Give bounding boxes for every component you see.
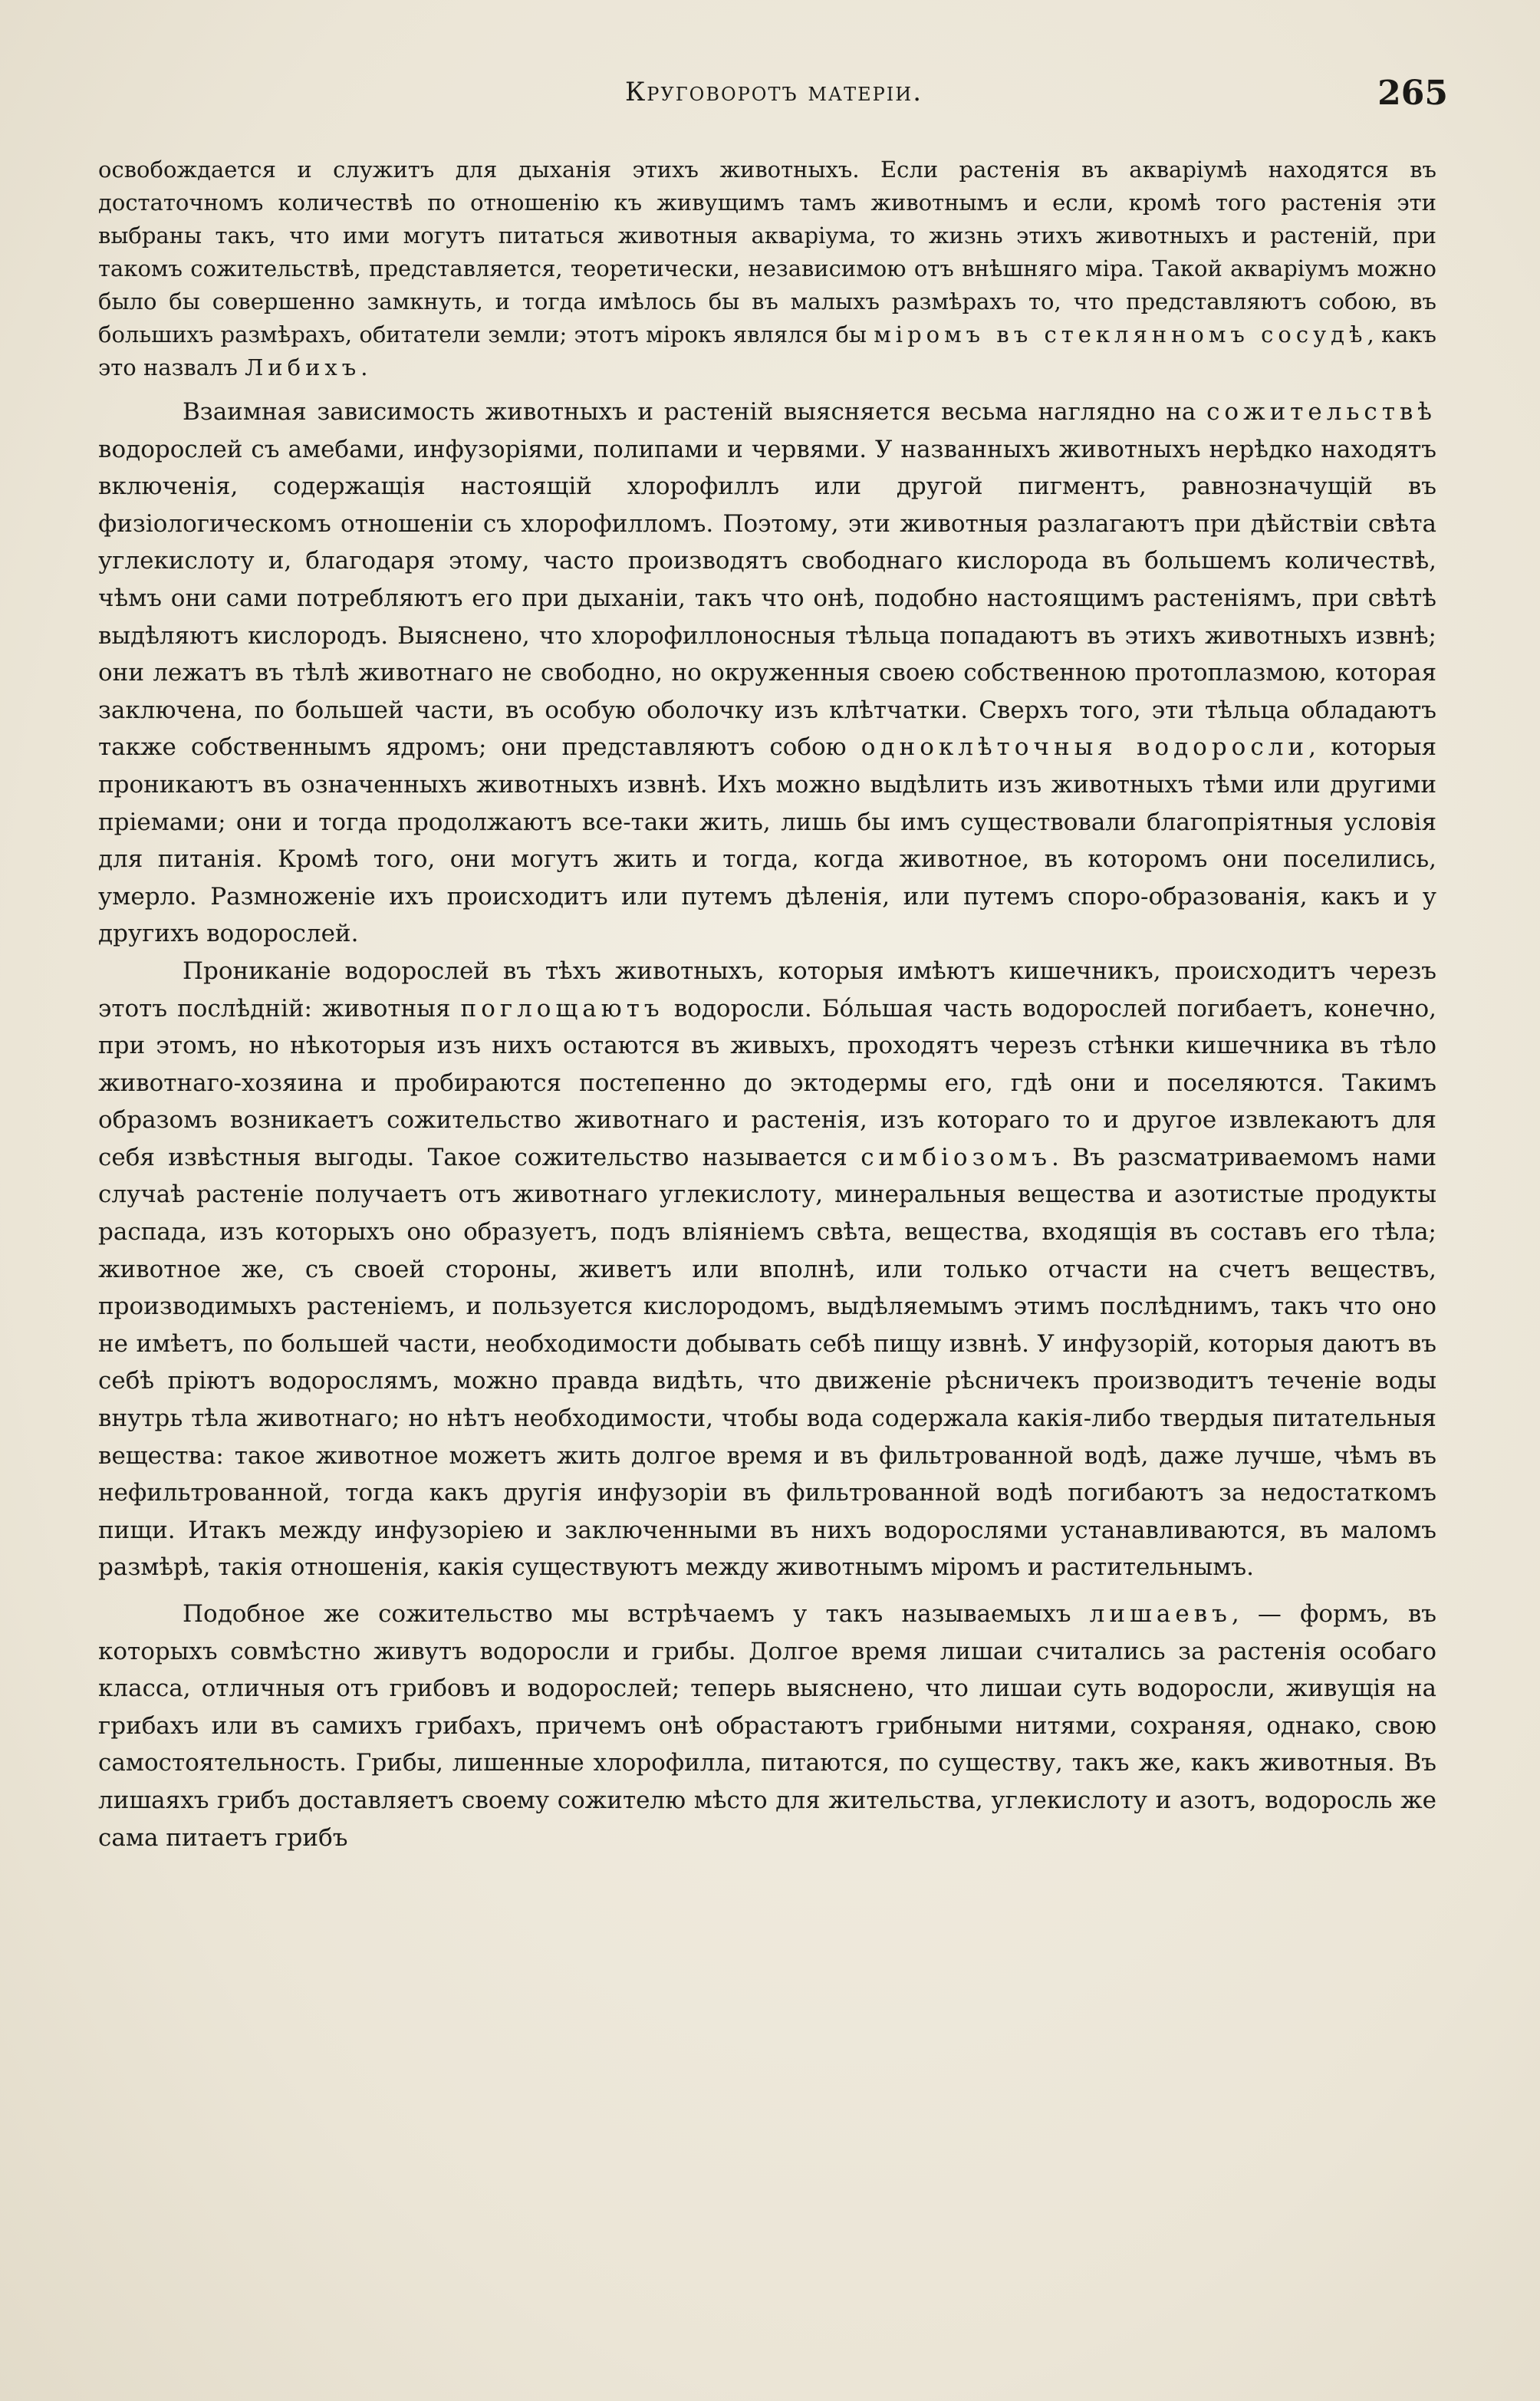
spaced-emphasis: симбіозомъ <box>860 1143 1051 1171</box>
text-run: Прониканіе водорослей въ тѣхъ животныхъ, которыя имѣютъ кишечникъ, происходитъ черезъ этотъ послѣдній: животныя <box>98 957 1436 1023</box>
text-run: водорослей съ амебами, инфузоріями, полипами и червями. У названныхъ животныхъ нерѣдко находятъ включенія, содержащія настоящій хлорофиллъ или другой пигментъ, равнозначущій въ физіологическомъ отношеніи съ хлорофилломъ. Поэтому, эти животныя разлагаютъ при дѣйствіи свѣта углекислоту и, благодаря этому, часто производятъ свободнаго кислорода въ большемъ количествѣ, чѣмъ они сами потребляютъ его при дыханіи, такъ что онѣ, подобно настоящимъ растеніямъ, при свѣтѣ выдѣляютъ кислородъ. Выяснено, что хлорофиллоносныя тѣльца попадаютъ въ этихъ животныхъ извнѣ; они лежатъ въ тѣлѣ животнаго не свободно, но окруженныя своею собственною протоплазмою, которая заключена, по большей части, въ особую оболочку изъ клѣтчатки. Сверхъ того, эти тѣльца обладаютъ также собственнымъ ядромъ; они представляютъ собою <box>98 435 1436 762</box>
running-title: Круговоротъ матеріи. <box>624 77 923 107</box>
text-run: Взаимная зависимость животныхъ и растеній выясняется весьма наглядно на <box>183 398 1207 426</box>
spaced-emphasis: сожительствѣ <box>1206 398 1436 426</box>
text-run: . Въ разсматриваемомъ нами случаѣ растеніе получаетъ отъ животнаго углекислоту, минеральныя вещества и азотистые продукты распада, изъ которыхъ оно образуетъ, подъ вліяніемъ свѣта, вещества, входящія въ составъ его тѣла; животное же, съ своей стороны, живетъ или вполнѣ, или только отчасти на счетъ веществъ, производимыхъ растеніемъ, и пользуется кислородомъ, выдѣляемымъ этимъ послѣднимъ, такъ что оно не имѣетъ, по большей части, необходимости добывать себѣ пищу извнѣ. У инфузорій, которыя даютъ въ себѣ пріютъ водорослямъ, можно правда видѣть, что движеніе рѣсничекъ производитъ теченіе воды внутрь тѣла животнаго; но нѣтъ необходимости, чтобы вода содержала какія-либо твердыя питательныя вещества: такое животное можетъ жить долгое время и въ фильтрованной водѣ, даже лучше, чѣмъ въ нефильтрованной, тогда какъ другія инфузоріи въ фильтрованной водѣ погибаютъ за недостаткомъ пищи. Итакъ между инфузоріею и заключенными въ нихъ водорослями устанавливаются, въ маломъ размѣрѣ, такія отношенія, какія существуютъ между животнымъ міромъ и растительнымъ. <box>98 1143 1436 1582</box>
text-body <box>98 153 1436 1856</box>
text-run: , — формъ, въ которыхъ совмѣстно живутъ водоросли и грибы. Долгое время лишаи считались за растенія особаго класса, отличныя отъ грибовъ и водорослей; теперь выяснено, что лишаи суть водоросли, живущія на грибахъ или въ самихъ грибахъ, причемъ онѣ обрастаютъ грибными нитями, сохраняя, однако, свою самостоятельность. Грибы, лишенные хлорофилла, питаются, по существу, такъ же, какъ животныя. Въ лишаяхъ грибъ доставляетъ своему сожителю мѣсто для жительства, углекислоту и азотъ, водоросль же сама питаетъ грибъ <box>98 1600 1436 1852</box>
text-run: Подобное же сожительство мы встрѣчаемъ у такъ называемыхъ <box>183 1600 1090 1628</box>
text-run: , какъ это назвалъ <box>98 321 1437 380</box>
spaced-emphasis: поглощаютъ <box>460 994 664 1023</box>
paragraph-2 <box>98 394 1436 953</box>
paragraph-1 <box>98 153 1436 384</box>
spaced-emphasis: Либихъ <box>245 354 361 380</box>
text-run: . <box>360 354 368 380</box>
spaced-emphasis: міромъ въ стеклянномъ сосудѣ <box>874 321 1367 347</box>
paragraph-4 <box>98 1596 1436 1856</box>
text-run: водоросли. Бо́льшая часть водорослей погибаетъ, конечно, при этомъ, но нѣкоторыя изъ нихъ остаются въ живыхъ, проходятъ черезъ стѣнки кишечника въ тѣло животнаго-хозяина и пробираются постепенно до эктодермы его, гдѣ они и поселяются. Такимъ образомъ возникаетъ сожительство животнаго и растенія, изъ котораго то и другое извлекаютъ для себя извѣстныя выгоды. Такое сожительство называется <box>98 994 1436 1171</box>
spaced-emphasis: одноклѣточныя водоросли <box>860 733 1309 762</box>
text-run: , которыя проникаютъ въ означенныхъ животныхъ извнѣ. Ихъ можно выдѣлить изъ животныхъ тѣми или другими пріемами; они и тогда продолжаютъ все-таки жить, лишь бы имъ существовали благопріятныя условія для питанія. Кромѣ того, они могутъ жить и тогда, когда животное, въ которомъ они поселились, умерло. Размноженіе ихъ происходитъ или путемъ дѣленія, или путемъ споро-образованія, какъ и у другихъ водорослей. <box>98 733 1436 948</box>
page-number: 265 <box>1377 74 1448 113</box>
page-header <box>100 74 1448 123</box>
text-run: освобождается и служитъ для дыханія этихъ животныхъ. Если растенія въ акваріумѣ находятся въ достаточномъ количествѣ по отношенію къ живущимъ тамъ животнымъ и если, кромѣ того растенія эти выбраны такъ, что ими могутъ питаться животныя акваріума, то жизнь этихъ животныхъ и растеній, при такомъ сожительствѣ, представляется, теоретически, независимою отъ внѣшняго міра. Такой акваріумъ можно было бы совершенно замкнуть, и тогда имѣлось бы въ малыхъ размѣрахъ то, что представляютъ собою, въ большихъ размѣрахъ, обитатели земли; этотъ мірокъ являлся бы <box>98 156 1436 347</box>
spaced-emphasis: лишаевъ <box>1089 1600 1232 1628</box>
paragraph-3 <box>98 953 1436 1586</box>
